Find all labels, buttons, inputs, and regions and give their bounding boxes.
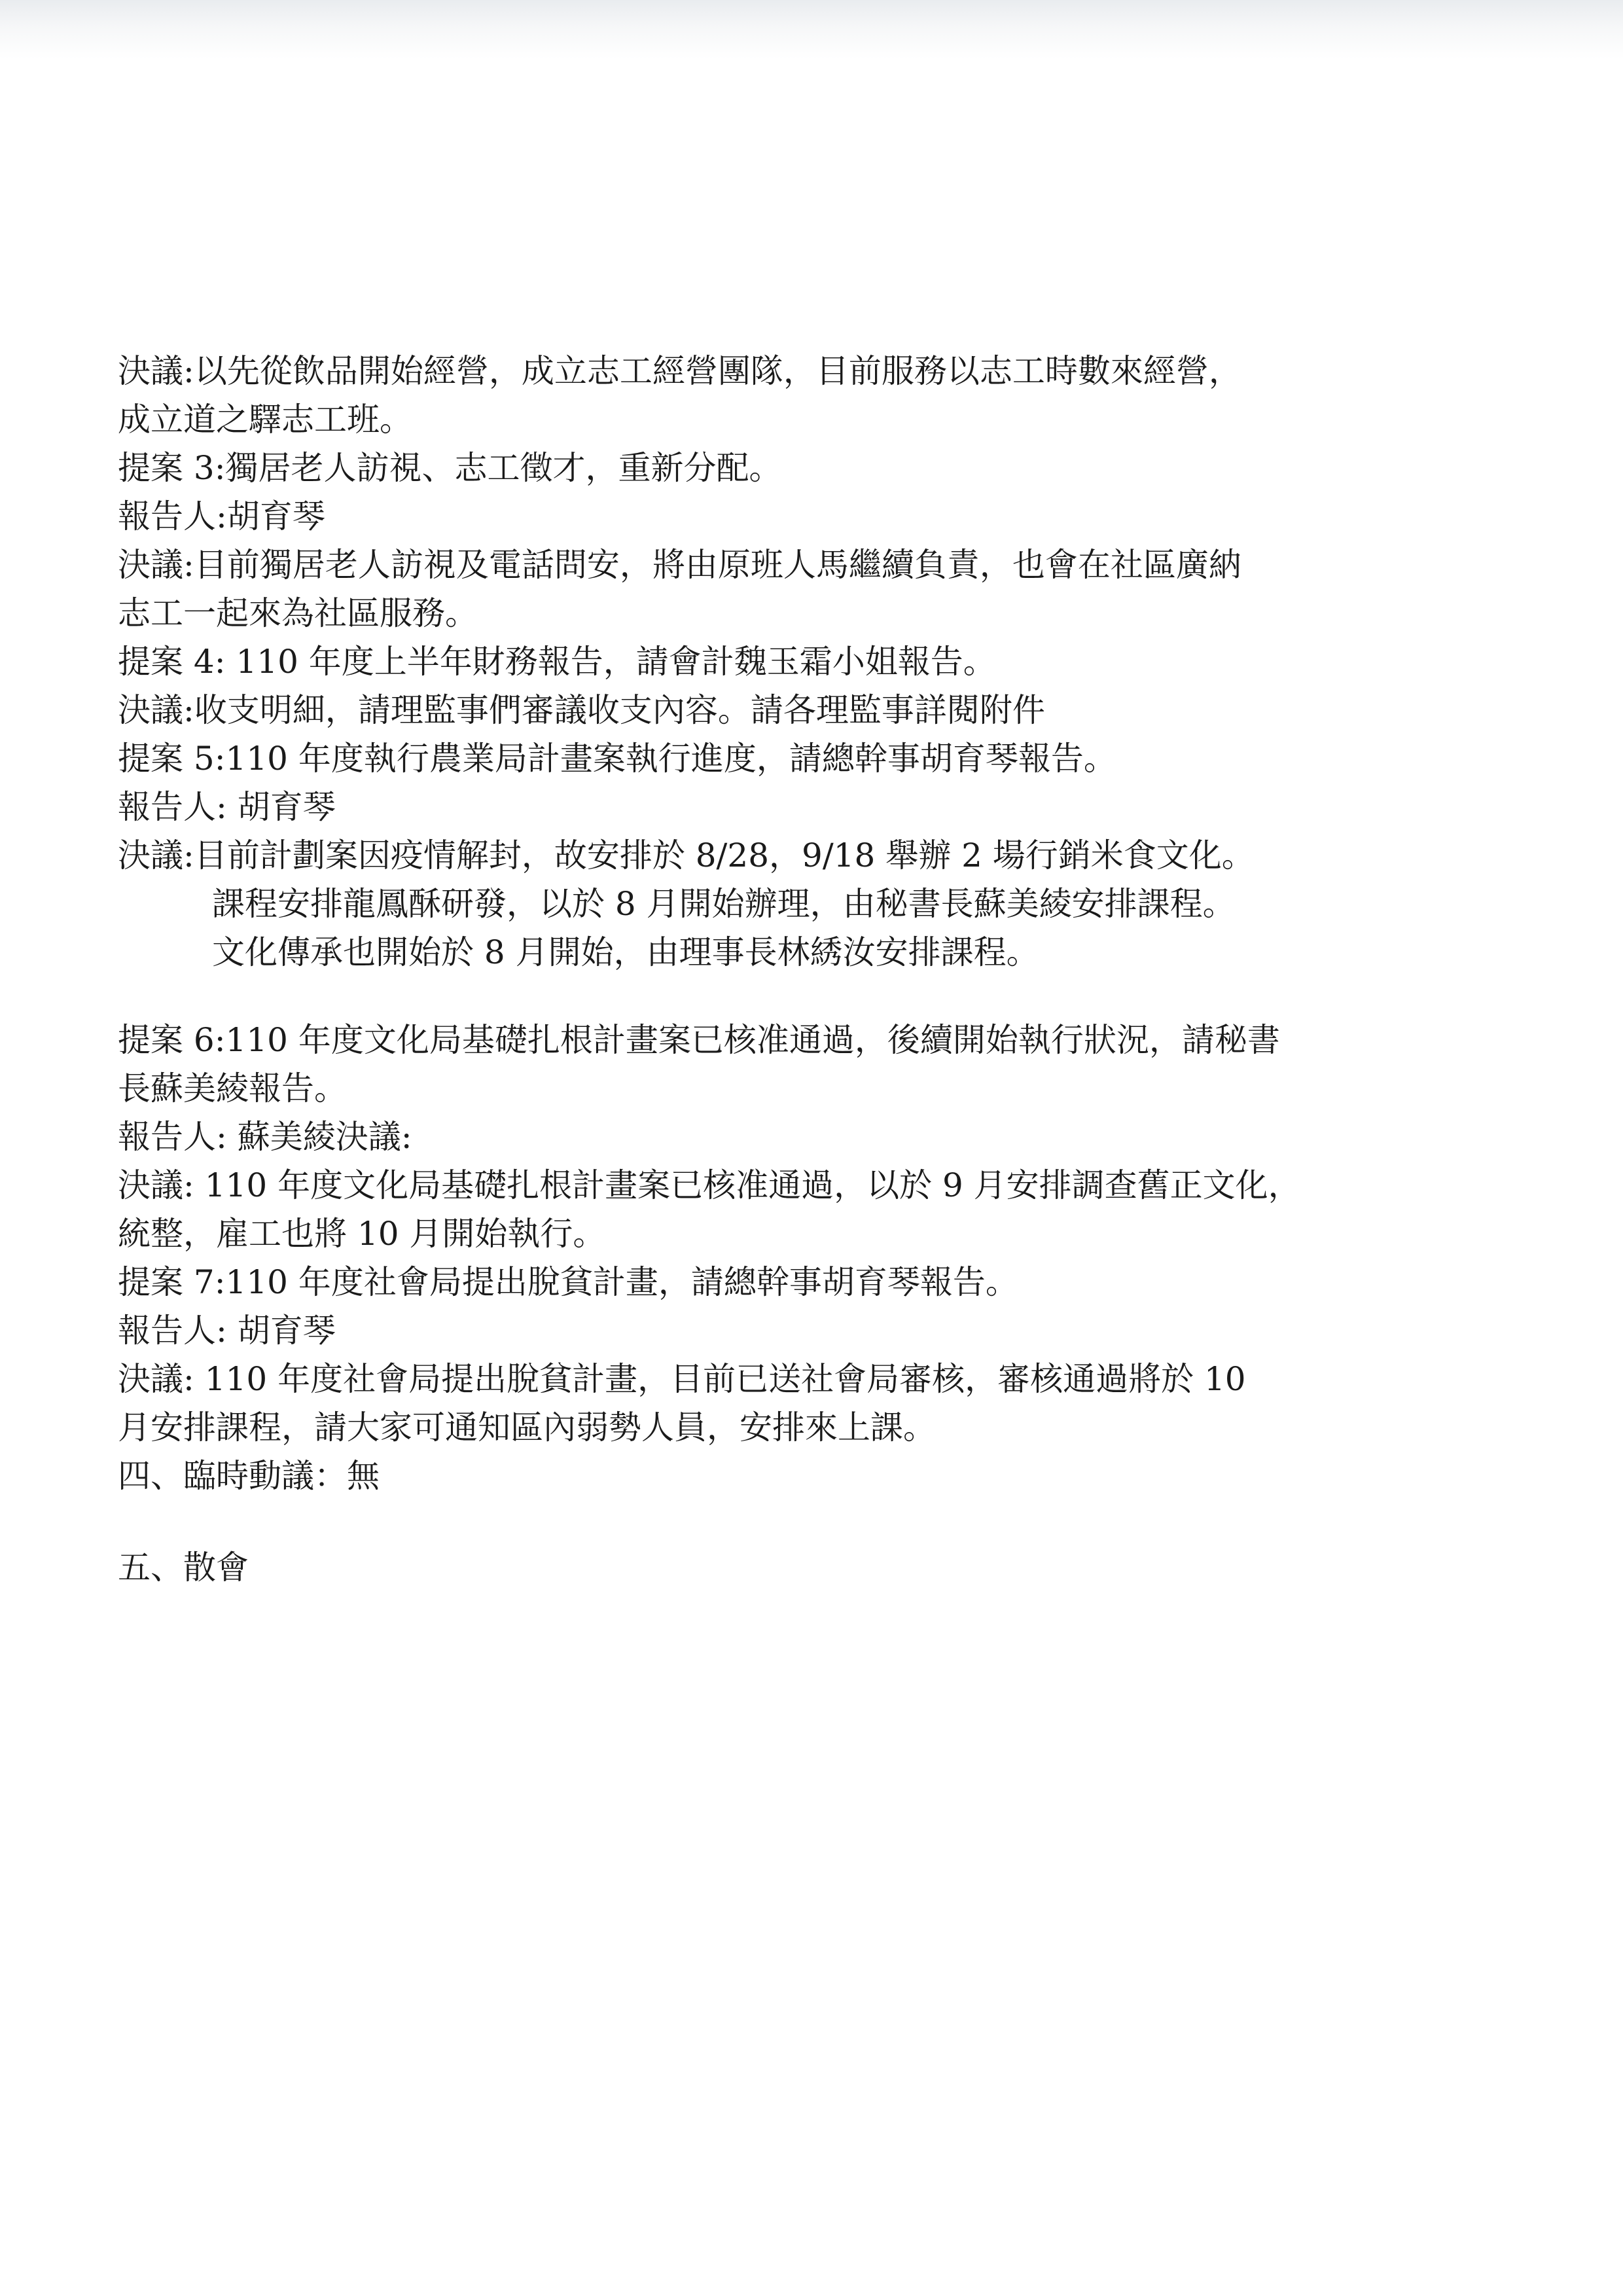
reporter-line: 報告人: 胡育琴	[118, 788, 336, 826]
scan-shadow	[0, 0, 1623, 59]
proposal-6-continued: 長蘇美綾報告。	[118, 1069, 347, 1107]
resolution-detail-line: 課程安排龍鳳酥研發，以於 8 月開始辦理，由秘書長蘇美綾安排課程。	[212, 885, 1236, 923]
resolution-line-continued: 月安排課程，請大家可通知區內弱勢人員，安排來上課。	[118, 1408, 936, 1446]
proposal-7: 提案 7:110 年度社會局提出脫貧計畫，請總幹事胡育琴報告。	[118, 1263, 1018, 1301]
proposal-5: 提案 5:110 年度執行農業局計畫案執行進度，請總幹事胡育琴報告。	[118, 740, 1116, 778]
resolution-line: 決議:以先從飲品開始經營，成立志工經營團隊，目前服務以志工時數來經營，	[118, 352, 1241, 390]
resolution-line-continued: 成立道之驛志工班。	[118, 401, 412, 439]
resolution-line: 決議:目前計劃案因疫情解封，故安排於 8/28，9/18 舉辦 2 場行銷米食文化。	[118, 836, 1255, 874]
paragraph-gap	[118, 1500, 1466, 1543]
resolution-line: 決議: 110 年度社會局提出脫貧計畫，目前已送社會局審核，審核通過將於 10	[118, 1360, 1246, 1398]
proposal-3: 提案 3:獨居老人訪視、志工徵才，重新分配。	[118, 449, 782, 487]
reporter-line: 報告人: 蘇美綾決議:	[118, 1118, 412, 1156]
resolution-detail-line: 文化傳承也開始於 8 月開始，由理事長林綉汝安排課程。	[212, 933, 1039, 971]
reporter-line: 報告人:胡育琴	[118, 497, 325, 535]
resolution-line: 決議:目前獨居老人訪視及電話問安，將由原班人馬繼續負責，也會在社區廣納	[118, 546, 1241, 584]
proposal-4: 提案 4: 110 年度上半年財務報告，請會計魏玉霜小姐報告。	[118, 643, 996, 681]
adjournment: 五、散會	[118, 1549, 249, 1587]
extempore-motions: 四、臨時動議：無	[118, 1457, 380, 1495]
resolution-line: 決議:收支明細，請理監事們審議收支內容。請各理監事詳閱附件	[118, 691, 1045, 729]
paragraph-gap	[118, 977, 1466, 1016]
reporter-line: 報告人: 胡育琴	[118, 1312, 336, 1350]
proposal-6: 提案 6:110 年度文化局基礎扎根計畫案已核准通過，後續開始執行狀況，請秘書	[118, 1021, 1280, 1059]
resolution-line-continued: 志工一起來為社區服務。	[118, 594, 478, 632]
meeting-minutes-body	[118, 347, 1466, 1592]
resolution-line: 決議: 110 年度文化局基礎扎根計畫案已核准通過，以於 9 月安排調查舊正文化，	[118, 1166, 1301, 1204]
resolution-line-continued: 統整，雇工也將 10 月開始執行。	[118, 1215, 606, 1253]
